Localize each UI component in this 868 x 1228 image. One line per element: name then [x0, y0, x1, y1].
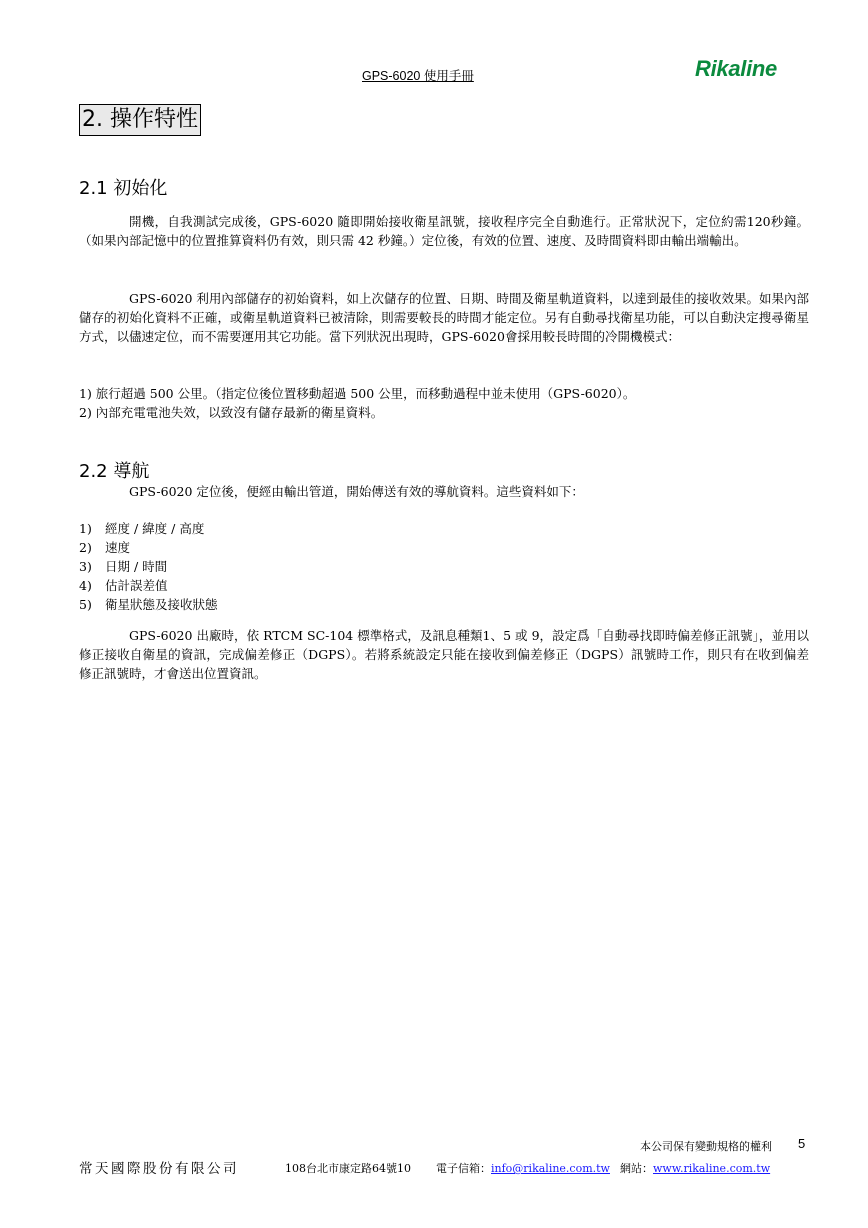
- rikaline-logo: Rikaline: [695, 56, 777, 81]
- rights-notice: 本公司保有變動規格的權利: [640, 1140, 772, 1153]
- paragraph-init-1: 開機，自我測試完成後，GPS-6020 隨即開始接收衛星訊號，接收程序完全自動進行。正常狀況下，定位約需120秒鐘。（如果內部記憶中的位置推算資料仍有效，則只需 42 秒鐘。）定位後，有效的位置、速度、及時間資料即由輸出端輸出。: [79, 214, 809, 248]
- section-heading-nav: 2.2 導航: [79, 461, 150, 482]
- paragraph-nav-intro: GPS-6020 定位後，便經由輸出管道，開始傳送有效的導航資料。這些資料如下：: [129, 484, 584, 499]
- paragraph-init-2: GPS-6020 利用內部儲存的初始資料，如上次儲存的位置、日期、時間及衛星軌道資料，以達到最佳的接收效果。如果內部儲存的初始化資料不正確，或衛星軌道資料已被清除，則需要較長的時間才能定位。另有自動尋找衛星功能，可以自動決定搜尋衛星方式，以儘速定位，而不需要運用其它功能。當下列狀況出現時，GPS-6020會採用較長時間的冷開機模式：: [79, 291, 809, 344]
- list-item: 2) 內部充電電池失效，以致沒有儲存最新的衛星資料。: [79, 405, 384, 420]
- paragraph-nav-dgps: GPS-6020 出廠時，依 RTCM SC-104 標準格式，及訊息種類1、5 或 9，設定爲「自動尋找即時偏差修正訊號」，並用以修正接收自衛星的資訊，完成偏差修正（DGPS）。若將系統設定只能在接收到偏差修正（DGPS）訊號時工作，則只有在收到偏差修正訊號時，才會送出位置資訊。: [79, 628, 809, 681]
- section-heading-init: 2.1 初始化: [79, 178, 168, 199]
- list-item: 4) 估計誤差值: [79, 578, 168, 593]
- header-title: GPS-6020 使用手冊: [362, 69, 474, 83]
- list-item: 3) 日期 / 時間: [79, 559, 168, 574]
- website-link[interactable]: www.rikaline.com.tw: [653, 1162, 771, 1175]
- chapter-heading: 2. 操作特性: [79, 104, 201, 136]
- nav-data-list: [79, 519, 218, 614]
- cold-start-list: [79, 384, 635, 422]
- website-label: 網站：: [620, 1162, 653, 1175]
- footer-email: [436, 1160, 610, 1176]
- list-item: 1) 經度 / 緯度 / 高度: [79, 521, 205, 536]
- company-address: 108台北市康定路64號10: [285, 1162, 411, 1175]
- list-item: 2) 速度: [79, 540, 131, 555]
- email-link[interactable]: info@rikaline.com.tw: [491, 1162, 610, 1175]
- email-label: 電子信箱：: [436, 1162, 491, 1175]
- list-item: 5) 衛星狀態及接收狀態: [79, 597, 218, 612]
- company-name: 常天國際股份有限公司: [79, 1161, 239, 1177]
- page-number: 5: [798, 1136, 806, 1151]
- list-item: 1) 旅行超過 500 公里。（指定位後位置移動超過 500 公里，而移動過程中並未使用（GPS-6020）。: [79, 386, 636, 401]
- footer-website: [620, 1160, 770, 1176]
